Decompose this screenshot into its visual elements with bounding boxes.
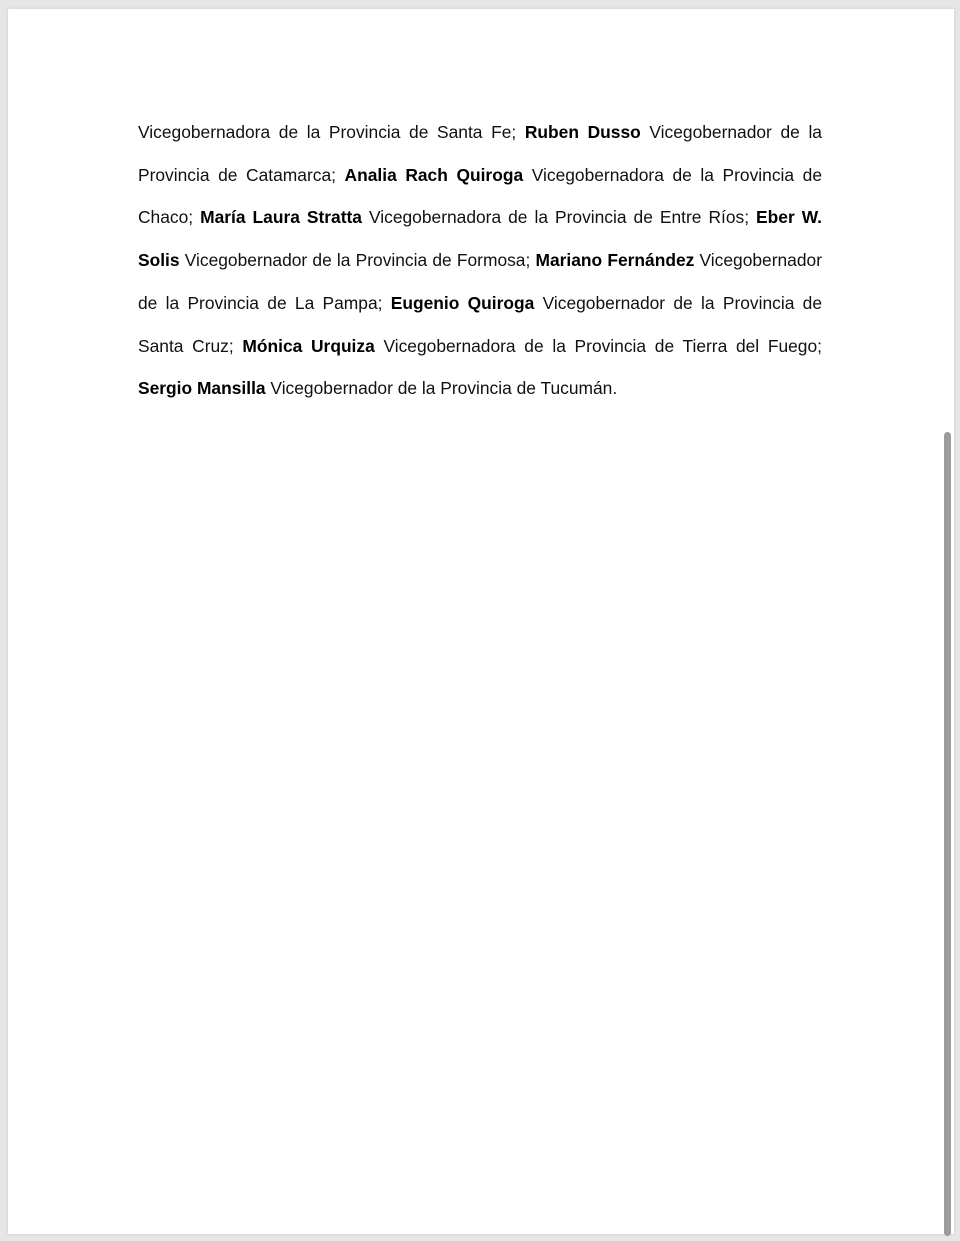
paragraph-segment: Vicegobernadora de la Provincia de Santa Fe;: [138, 122, 525, 142]
body-paragraph: [138, 111, 822, 410]
paragraph-segment: Vicegobernador de la Provincia de Santa Cruz;: [138, 292, 822, 356]
paragraph-segment: Vicegobernadora de la Provincia de Entre Ríos;: [361, 207, 757, 228]
name-vicegobernadora: María Laura Stratta: [200, 207, 362, 228]
paragraph-segment: Vicegobernador de la Provincia de Tucumán.: [265, 378, 618, 399]
name-vicegobernador: Eugenio Quiroga: [390, 292, 535, 313]
paragraph-segment: Vicegobernador de la Provincia de Catamarca;: [138, 122, 822, 185]
vertical-scrollbar[interactable]: [944, 432, 951, 1236]
paragraph-segment: Vicegobernadora de la Provincia de Chaco;: [138, 164, 822, 228]
name-vicegobernador: Mariano Fernández: [535, 250, 695, 271]
name-vicegobernador: Sergio Mansilla: [138, 378, 266, 399]
paragraph-segment: Vicegobernadora de la Provincia de Tierra del Fuego;: [374, 335, 822, 356]
name-vicegobernadora: Mónica Urquiza: [242, 335, 375, 356]
paragraph-segment: Vicegobernador de la Provincia de Formosa;: [179, 250, 536, 271]
name-vicegobernadora: Analia Rach Quiroga: [344, 164, 524, 185]
name-vicegobernador: Ruben Dusso: [524, 122, 641, 142]
document-page: [8, 9, 954, 1234]
name-vicegobernador: Eber W. Solis: [138, 207, 822, 271]
paragraph-segment: Vicegobernador de la Provincia de La Pampa;: [138, 250, 822, 313]
